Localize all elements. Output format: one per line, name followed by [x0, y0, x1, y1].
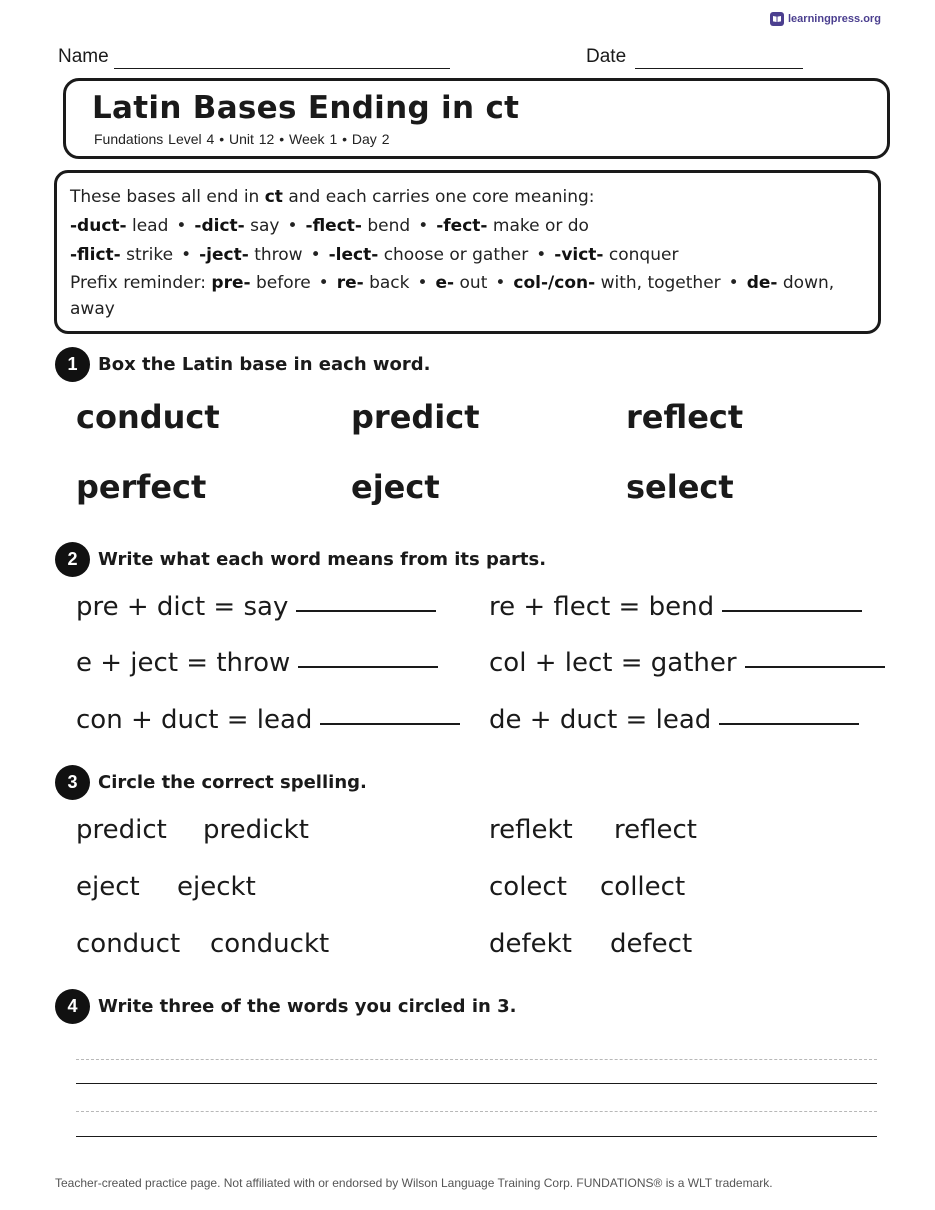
question-instruction: Box the Latin base in each word.	[98, 354, 431, 375]
footer-disclaimer: Teacher-created practice page. Not affiliated with or endorsed by Wilson Language Training Corp. FUNDATIONS® is a WLT trademark.	[55, 1176, 773, 1190]
question-3-header	[55, 765, 367, 800]
spelling-option[interactable]: colect	[489, 872, 567, 902]
question-number-badge: 1	[55, 347, 90, 382]
answer-blank[interactable]	[296, 610, 436, 612]
answer-blank[interactable]	[298, 666, 438, 668]
q1-word[interactable]: conduct	[76, 398, 220, 436]
question-number-badge: 3	[55, 765, 90, 800]
writing-line[interactable]	[76, 1083, 877, 1084]
page-title: Latin Bases Ending in ct	[92, 90, 520, 126]
writing-guide-dashed	[76, 1111, 877, 1112]
base-reference-box	[54, 170, 881, 334]
question-1-header	[55, 347, 431, 382]
bases-row-1: -duct- lead • -dict- say • -flect- bend • -fect- make or do	[70, 216, 589, 236]
meaning-item: de + duct = lead	[489, 705, 859, 735]
meaning-item: pre + dict = say	[76, 592, 436, 622]
meaning-item: re + flect = bend	[489, 592, 862, 622]
writing-line[interactable]	[76, 1136, 877, 1137]
spelling-option[interactable]: collect	[600, 872, 686, 902]
brand-text: learningpress.org	[788, 13, 881, 25]
title-box	[63, 78, 890, 159]
spelling-option[interactable]: defekt	[489, 929, 572, 959]
question-4-header	[55, 989, 516, 1024]
date-field[interactable]	[635, 68, 803, 69]
answer-blank[interactable]	[722, 610, 862, 612]
spelling-option[interactable]: reflekt	[489, 815, 573, 845]
date-label: Date	[586, 46, 627, 67]
brand-logo[interactable]	[770, 12, 881, 26]
page-subtitle: Fundations Level 4 • Unit 12 • Week 1 • Day 2	[94, 131, 390, 147]
q1-word[interactable]: reflect	[626, 398, 744, 436]
spelling-option[interactable]: predickt	[203, 815, 309, 845]
spelling-option[interactable]: eject	[76, 872, 140, 902]
writing-guide-dashed	[76, 1059, 877, 1060]
q1-word[interactable]: predict	[351, 398, 480, 436]
spelling-option[interactable]: conduckt	[210, 929, 330, 959]
question-instruction: Write what each word means from its parts.	[98, 549, 547, 570]
meaning-item: col + lect = gather	[489, 648, 885, 678]
q1-word[interactable]: eject	[351, 468, 440, 506]
name-label: Name	[58, 46, 109, 67]
name-field[interactable]	[114, 68, 450, 69]
question-2-header	[55, 542, 546, 577]
q1-word[interactable]: select	[626, 468, 734, 506]
meaning-item: con + duct = lead	[76, 705, 460, 735]
prefix-reminder: Prefix reminder: pre- before • re- back • e- out • col-/con- with, together • de- down, away	[70, 273, 835, 319]
intro-line: These bases all end in ct and each carries one core meaning:	[70, 187, 595, 207]
question-number-badge: 4	[55, 989, 90, 1024]
q1-word[interactable]: perfect	[76, 468, 207, 506]
book-icon	[770, 12, 784, 26]
spelling-option[interactable]: reflect	[614, 815, 697, 845]
name-date-row	[58, 46, 818, 74]
answer-blank[interactable]	[320, 723, 460, 725]
bases-row-2: -flict- strike • -ject- throw • -lect- choose or gather • -vict- conquer	[70, 245, 679, 265]
spelling-option[interactable]: conduct	[76, 929, 181, 959]
spelling-option[interactable]: predict	[76, 815, 167, 845]
meaning-item: e + ject = throw	[76, 648, 438, 678]
spelling-option[interactable]: defect	[610, 929, 693, 959]
question-instruction: Write three of the words you circled in 3.	[98, 996, 517, 1017]
answer-blank[interactable]	[745, 666, 885, 668]
question-number-badge: 2	[55, 542, 90, 577]
spelling-option[interactable]: ejeckt	[177, 872, 256, 902]
question-instruction: Circle the correct spelling.	[98, 772, 367, 793]
answer-blank[interactable]	[719, 723, 859, 725]
